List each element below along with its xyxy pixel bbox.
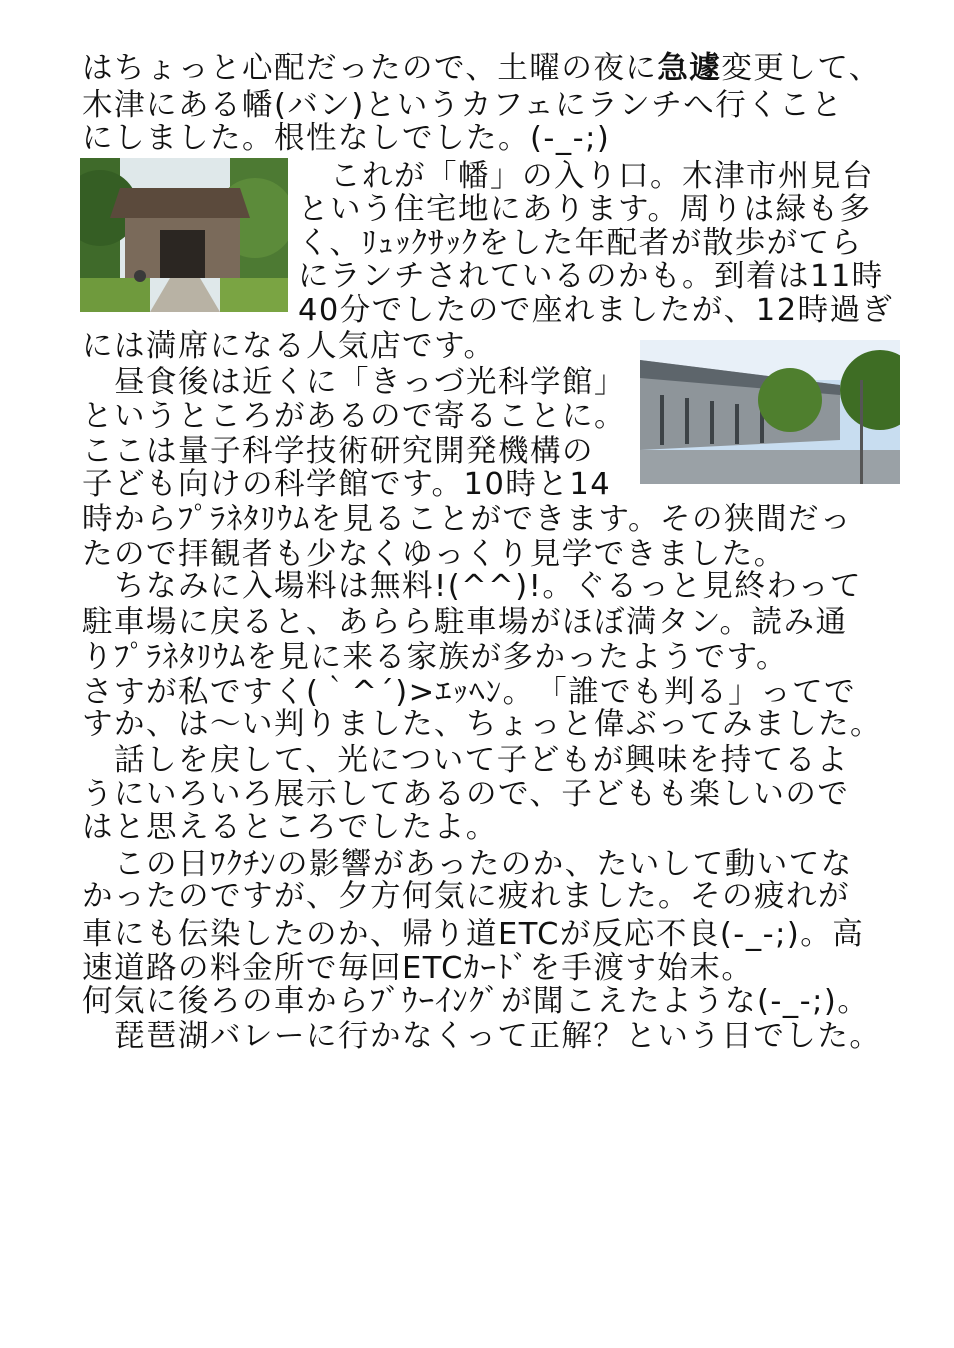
bold-text: 急遽 xyxy=(657,51,722,86)
text-line: この日ﾜｸﾁﾝの影響があったのか、たいして動いてな xyxy=(82,847,853,882)
text-line: かったのですが、夕方何気に疲れました。その疲れが xyxy=(82,879,850,914)
text-line: にしました。根性なしでした。(-_-;) xyxy=(82,121,611,156)
text-line: にランチされているのかも。到着は11時 xyxy=(298,259,884,294)
text-line: はと思えるところでしたよ。 xyxy=(82,810,498,845)
text-line: 話しを戻して、光について子どもが興味を持てるよ xyxy=(82,743,849,778)
text-line: さすが私ですく(｀^´)>ｴｯﾍﾝ。 「誰でも判る」ってで xyxy=(82,675,857,710)
text-segment: 変更して、 xyxy=(721,51,881,86)
text-segment: はちょっと心配だったので、土曜の夜に xyxy=(82,51,658,86)
text-line: く、ﾘｭｯｸｻｯｸをした年配者が散歩がてら xyxy=(298,226,863,261)
text-line: 40分でしたので座れましたが、12時過ぎ xyxy=(298,293,894,328)
text-line: 速道路の料金所で毎回ETCｶｰﾄﾞを手渡す始末。 xyxy=(82,951,754,986)
text-line: ここは量子科学技術研究開発機構の xyxy=(82,434,594,469)
text-line: 何気に後ろの車からﾌﾞｳｰｲﾝｸﾞが聞こえたような(-_-;)。 xyxy=(82,984,870,1019)
text-line: 木津にある幡(バン)というカフェにランチへ行くこと xyxy=(82,88,844,123)
text-line: という住宅地にあります。周りは緑も多 xyxy=(298,192,872,227)
text-line: 車にも伝染したのか、帰り道ETCが反応不良(-_-;)。高 xyxy=(82,917,865,952)
text-line: ちなみに入場料は無料!(^^)!。ぐるっと見終わって xyxy=(82,569,863,604)
text-line: には満席になる人気店です。 xyxy=(82,329,496,364)
text-line: 琵琶湖バレーに行かなくって正解？という日でした。 xyxy=(82,1019,882,1054)
text-line: 時からﾌﾟﾗﾈﾀﾘｳﾑを見ることができます。その狭間だっ xyxy=(82,502,853,537)
text-line: すか、は～い判りました、ちょっと偉ぶってみました。 xyxy=(82,707,882,742)
text-line: これが「幡」の入り口。木津市州見台 xyxy=(298,159,874,194)
text-line: 子ども向けの科学館です。10時と14 xyxy=(82,467,612,502)
text-line: 昼食後は近くに「きっづ光科学館」 xyxy=(82,365,626,400)
cafe-entrance-photo xyxy=(80,158,288,312)
text-line: たので拝観者も少なくゆっくり見学できました。 xyxy=(82,537,786,572)
text-line: りﾌﾟﾗﾈﾀﾘｳﾑを見に来る家族が多かったようです。 xyxy=(82,640,789,675)
text-line: うにいろいろ展示してあるので、子どもも楽しいので xyxy=(82,777,850,812)
text-line: というところがあるので寄ることに。 xyxy=(82,399,626,434)
text-line: 駐車場に戻ると、あらら駐車場がほぼ満タン。読み通 xyxy=(82,605,848,640)
text-line xyxy=(82,52,902,86)
